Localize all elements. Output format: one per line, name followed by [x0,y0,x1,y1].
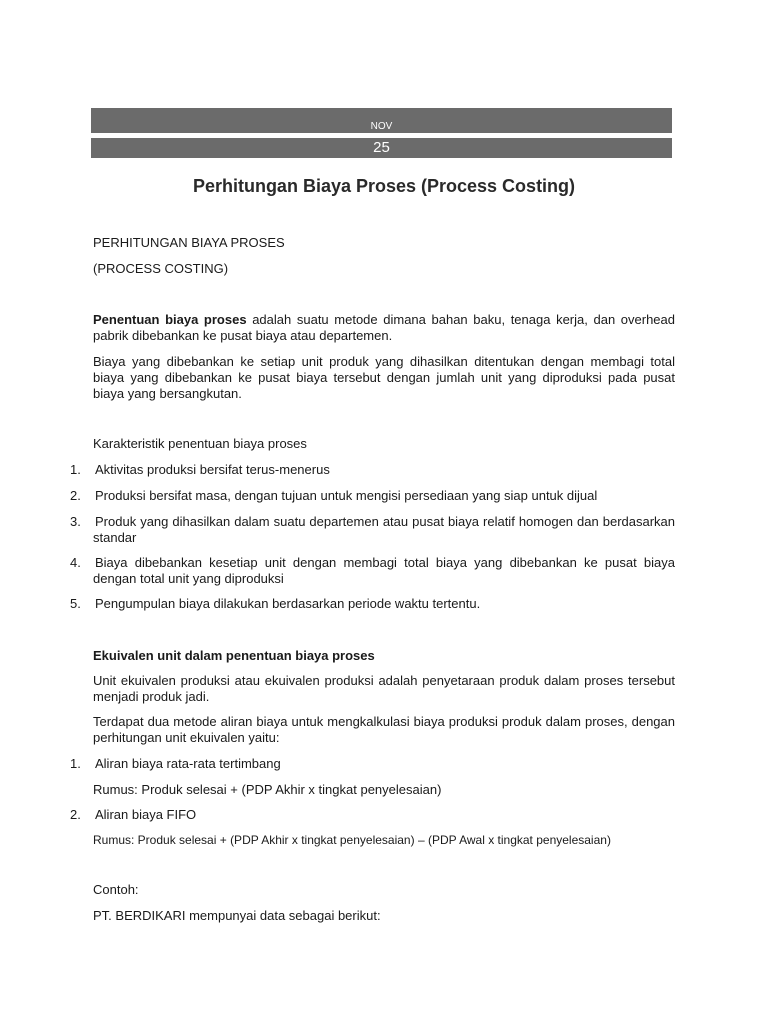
ekuivalen-paragraph-2: Terdapat dua metode aliran biaya untuk mengkalkulasi biaya produksi produk dalam proses, dengan perhitungan unit ekuivalen yaitu: [93,714,675,745]
list-item: Produk yang dihasilkan dalam suatu departemen atau pusat biaya relatif homogen dan berdasarkan standar [93,514,675,545]
list-item: Produksi bersifat masa, dengan tujuan untuk mengisi persediaan yang siap untuk dijual [95,488,598,503]
list-item: Biaya dibebankan kesetiap unit dengan membagi total biaya yang dibebankan ke pusat biaya dengan total unit yang diproduksi [93,555,675,586]
contoh-text: PT. BERDIKARI mempunyai data sebagai berikut: [93,908,381,923]
contoh-label: Contoh: [93,882,139,897]
heading-line-2: (PROCESS COSTING) [93,261,229,276]
karakteristik-intro: Karakteristik penentuan biaya proses [93,436,307,451]
date-day-bar: 25 [91,138,672,158]
heading-line-1: PERHITUNGAN BIAYA PROSES [93,235,285,250]
paragraph-penentuan-text: adalah suatu metode dimana bahan baku, tenaga kerja, dan overhead pabrik dibebankan ke pusat biaya atau departemen. [93,312,676,343]
page-title: Perhitungan Biaya Proses (Process Costing) [192,176,576,196]
list-number: 1. [70,462,81,477]
method-1-rumus: Rumus: Produk selesai + (PDP Akhir x tingkat penyelesaian) [93,782,442,797]
list-number: 3. [70,514,81,529]
list-item: Pengumpulan biaya dilakukan berdasarkan periode waktu tertentu. [95,596,481,611]
list-number: 4. [70,555,81,570]
list-number: 2. [70,488,81,503]
method-2: Aliran biaya FIFO [95,807,197,822]
list-number: 2. [70,807,81,822]
ekuivalen-heading: Ekuivalen unit dalam penentuan biaya proses [93,648,375,663]
method-1: Aliran biaya rata-rata tertimbang [95,756,281,771]
list-number: 5. [70,596,81,611]
list-item: Aktivitas produksi bersifat terus-menerus [95,462,330,477]
term-penentuan: Penentuan biaya proses [93,312,247,327]
list-number: 1. [70,756,81,771]
date-month-bar: NOV [91,108,672,133]
paragraph-penentuan [93,312,675,344]
paragraph-biaya: Biaya yang dibebankan ke setiap unit produk yang dihasilkan ditentukan dengan membagi total biaya yang dibebankan ke pusat biaya tersebut dengan jumlah unit yang diproduksi pada pusat biaya yang bersangkutan. [93,354,675,401]
ekuivalen-paragraph-1: Unit ekuivalen produksi atau ekuivalen produksi adalah penyetaraan produk dalam proses tersebut menjadi produk jadi. [93,673,675,704]
method-2-rumus: Rumus: Produk selesai + (PDP Akhir x tingkat penyelesaian) – (PDP Awal x tingkat penyelesaian) [93,833,611,847]
